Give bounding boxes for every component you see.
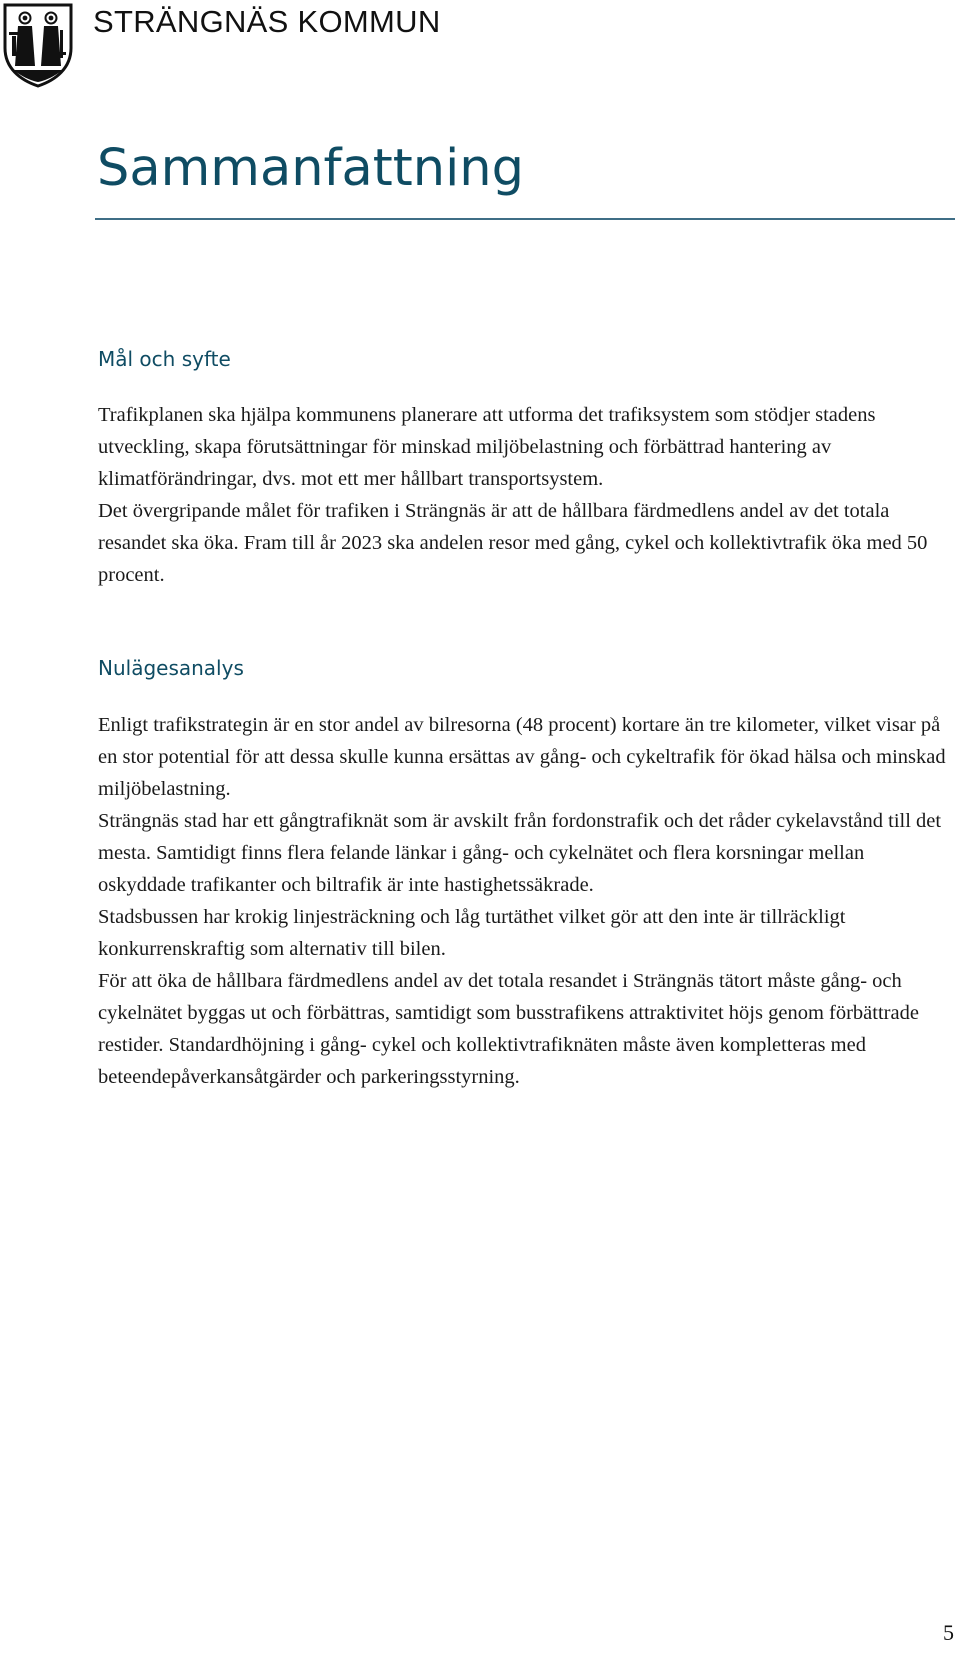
section-body-mal-och-syfte bbox=[98, 399, 948, 591]
paragraph: För att öka de hållbara färdmedlens andel av det totala resandet i Strängnäs tätort måste gång- och cykelnätet byggas ut och förbättras, samtidigt som busstrafikens attraktivitet höjs genom förbättrade restider. Standardhöjning i gång- cykel och kollektivtrafiknäten måste även kompletteras med beteendepåverkansåtgärder och parkeringsstyrning. bbox=[98, 970, 919, 1088]
section-heading-nulagesanalys: Nulägesanalys bbox=[98, 656, 244, 680]
section-heading-mal-och-syfte: Mål och syfte bbox=[98, 347, 231, 371]
paragraph: Stadsbussen har krokig linjesträckning och låg turtäthet vilket gör att den inte är tillräckligt konkurrenskraftig som alternativ till bilen. bbox=[98, 906, 846, 960]
paragraph: Enligt trafikstrategin är en stor andel av bilresorna (48 procent) kortare än tre kilometer, vilket visar på en stor potential för att dessa skulle kunna ersättas av gång- och cykeltrafik för ökad hälsa och minskad miljöbelastning. bbox=[98, 714, 946, 800]
organization-name: STRÄNGNÄS KOMMUN bbox=[93, 4, 441, 39]
page-number: 5 bbox=[943, 1620, 954, 1645]
municipal-seal-icon bbox=[2, 2, 74, 88]
page-title: Sammanfattning bbox=[97, 139, 524, 198]
page-header bbox=[0, 0, 960, 90]
section-body-nulagesanalys bbox=[98, 709, 948, 1093]
paragraph: Det övergripande målet för trafiken i Strängnäs är att de hållbara färdmedlens andel av det totala resandet ska öka. Fram till år 2023 ska andelen resor med gång, cykel och kollektivtrafik öka med 50 procent. bbox=[98, 500, 928, 586]
paragraph: Strängnäs stad har ett gångtrafiknät som är avskilt från fordonstrafik och det råder cykelavstånd till det mesta. Samtidigt finns flera felande länkar i gång- och cykelnätet och flera korsningar mellan oskyddade trafikanter och biltrafik är inte hastighetssäkrade. bbox=[98, 810, 942, 896]
paragraph: Trafikplanen ska hjälpa kommunens planerare att utforma det trafiksystem som stödjer stadens utveckling, skapa förutsättningar för minskad miljöbelastning och förbättrad hantering av klimatförändringar, dvs. mot ett mer hållbart transportsystem. bbox=[98, 404, 876, 490]
title-divider bbox=[95, 218, 955, 220]
